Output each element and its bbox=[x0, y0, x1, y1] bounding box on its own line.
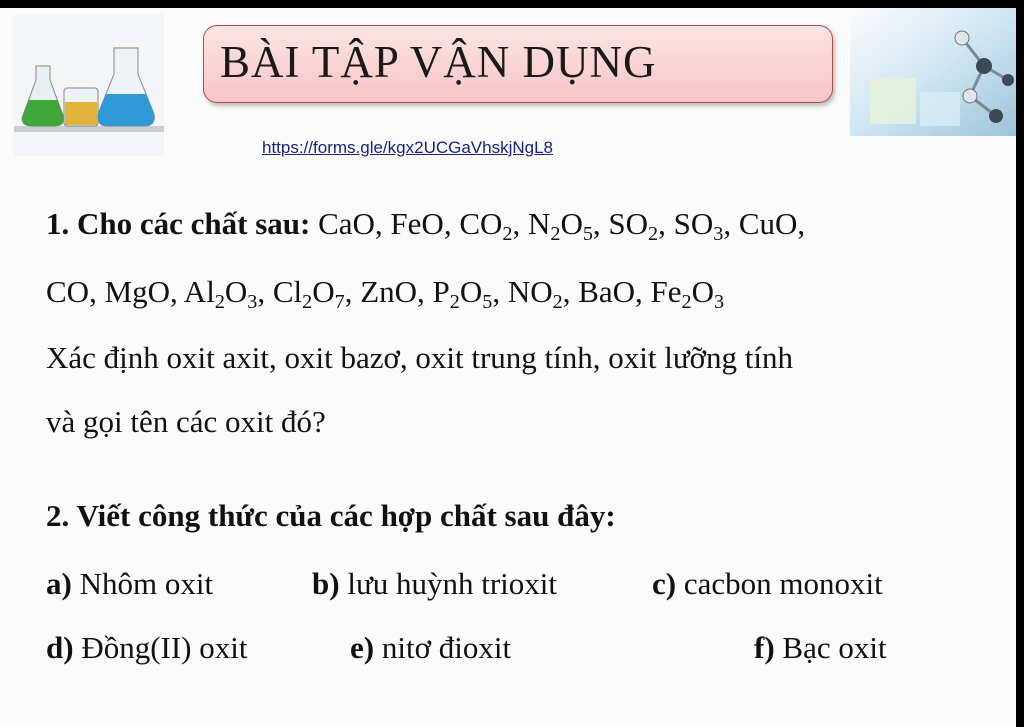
question-1-line-4: và gọi tên các oxit đó? bbox=[46, 404, 326, 439]
question-1-label: 1. Cho các chất sau: bbox=[46, 206, 311, 241]
question-1-line-3: Xác định oxit axit, oxit bazơ, oxit trung tính, oxit lưỡng tính bbox=[46, 340, 794, 375]
lab-flasks-image bbox=[14, 14, 164, 156]
form-link[interactable]: https://forms.gle/kgx2UCGaVhskjNgL8 bbox=[262, 138, 554, 157]
slide bbox=[0, 8, 1017, 727]
screen-edge bbox=[1016, 0, 1024, 727]
question-2-label: 2. Viết công thức của các hợp chất sau đây: bbox=[46, 498, 616, 533]
option-f: f) Bạc oxit bbox=[754, 630, 887, 665]
option-c: c) cacbon monoxit bbox=[652, 566, 883, 601]
question-1-formulas-2: CO, MgO, $Al_2O_3$, $Cl_2O_7$, ZnO, $P_2O_5$, $NO_2$, BaO, $Fe_2O_3$ bbox=[46, 274, 725, 314]
option-e: e) nitơ đioxit bbox=[350, 630, 512, 665]
option-a: a) Nhôm oxit bbox=[46, 566, 214, 601]
question-1-line-2 bbox=[46, 274, 725, 314]
question-1-line-1 bbox=[46, 206, 806, 246]
option-d: d) Đồng(II) oxit bbox=[46, 630, 248, 665]
slide-title: BÀI TẬP VẬN DỤNG bbox=[220, 37, 657, 87]
molecule-image bbox=[850, 8, 1018, 136]
option-b: b) lưu huỳnh trioxit bbox=[312, 566, 558, 601]
title-box bbox=[203, 25, 833, 103]
question-1-formulas-1: CaO, FeO, $CO_2$, $N_2O_5$, $SO_2$, $SO_3$, CuO, bbox=[318, 206, 806, 246]
